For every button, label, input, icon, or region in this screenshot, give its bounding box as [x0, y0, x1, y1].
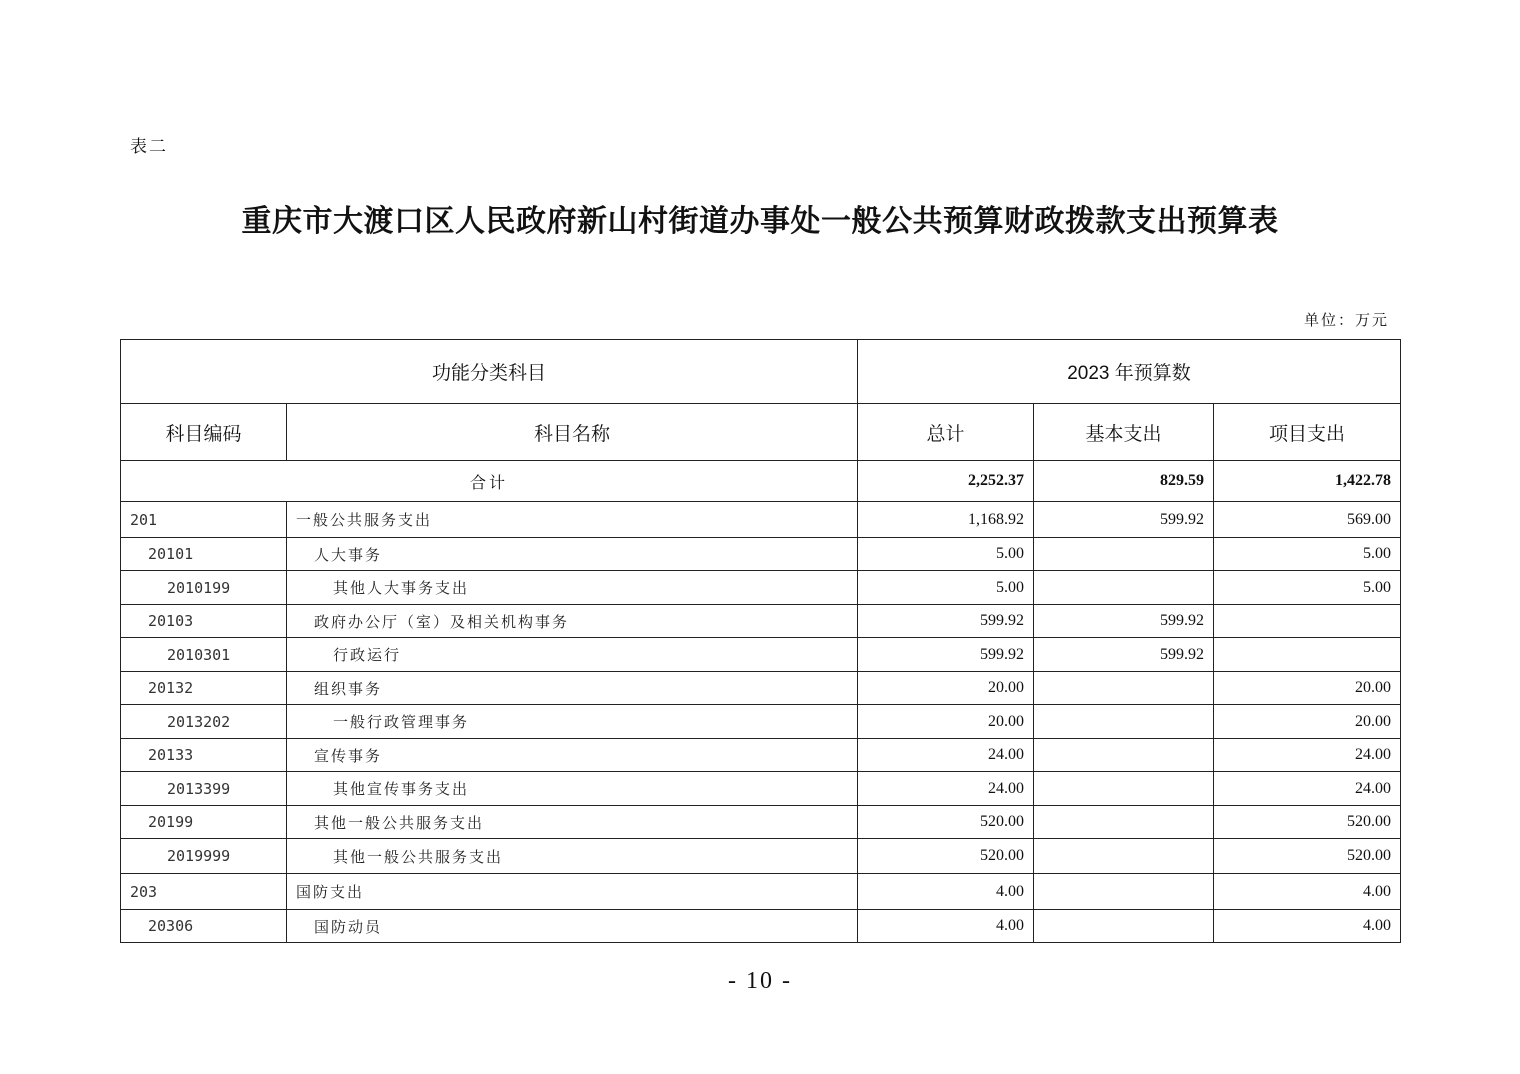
row-basic	[1034, 874, 1214, 910]
row-code: 201	[121, 502, 287, 538]
table-row	[121, 839, 1401, 874]
row-name: 其他一般公共服务支出	[287, 839, 858, 874]
row-name: 其他宣传事务支出	[287, 772, 858, 806]
row-total: 599.92	[858, 638, 1034, 672]
row-project: 24.00	[1214, 772, 1401, 806]
classification-header: 功能分类科目	[121, 340, 858, 404]
row-project: 24.00	[1214, 739, 1401, 772]
row-code: 20101	[121, 538, 287, 571]
table-row	[121, 772, 1401, 806]
row-total: 520.00	[858, 839, 1034, 874]
row-name: 国防支出	[287, 874, 858, 910]
table-row	[121, 571, 1401, 605]
table-row	[121, 806, 1401, 839]
row-project: 569.00	[1214, 502, 1401, 538]
column-header-basic: 基本支出	[1034, 404, 1214, 461]
row-name: 行政运行	[287, 638, 858, 672]
table-row	[121, 638, 1401, 672]
total-label: 合计	[121, 461, 858, 502]
row-basic	[1034, 739, 1214, 772]
row-basic	[1034, 806, 1214, 839]
row-basic	[1034, 772, 1214, 806]
row-name: 组织事务	[287, 672, 858, 705]
row-total: 24.00	[858, 739, 1034, 772]
row-code: 20199	[121, 806, 287, 839]
table-row	[121, 739, 1401, 772]
row-name: 其他一般公共服务支出	[287, 806, 858, 839]
row-code: 2013202	[121, 705, 287, 739]
row-name: 宣传事务	[287, 739, 858, 772]
column-header-project: 项目支出	[1214, 404, 1401, 461]
row-project: 20.00	[1214, 705, 1401, 739]
row-basic	[1034, 672, 1214, 705]
row-code: 20306	[121, 910, 287, 943]
row-project: 5.00	[1214, 571, 1401, 605]
row-code: 2019999	[121, 839, 287, 874]
column-header-total: 总计	[858, 404, 1034, 461]
row-code: 2010301	[121, 638, 287, 672]
row-project: 5.00	[1214, 538, 1401, 571]
row-code: 20132	[121, 672, 287, 705]
budget-table	[120, 339, 1401, 943]
row-total: 599.92	[858, 605, 1034, 638]
column-header-code: 科目编码	[121, 404, 287, 461]
table-row	[121, 874, 1401, 910]
column-header-name: 科目名称	[287, 404, 858, 461]
row-project	[1214, 605, 1401, 638]
budget-table-body	[121, 340, 1401, 943]
row-total: 520.00	[858, 806, 1034, 839]
row-total: 5.00	[858, 571, 1034, 605]
row-project: 4.00	[1214, 910, 1401, 943]
table-row	[121, 910, 1401, 943]
page-number: - 10 -	[728, 968, 792, 994]
row-total: 20.00	[858, 672, 1034, 705]
budget-year-header: 2023 年预算数	[858, 340, 1401, 404]
row-total: 4.00	[858, 874, 1034, 910]
unit-label: 单位：万元	[1303, 311, 1389, 329]
table-row	[121, 672, 1401, 705]
row-total: 4.00	[858, 910, 1034, 943]
row-basic	[1034, 538, 1214, 571]
total-row	[121, 461, 1401, 502]
total-basic-amount: 829.59	[1034, 461, 1214, 502]
total-amount: 2,252.37	[858, 461, 1034, 502]
row-code: 2013399	[121, 772, 287, 806]
row-basic	[1034, 910, 1214, 943]
table-row	[121, 538, 1401, 571]
page-title: 重庆市大渡口区人民政府新山村街道办事处一般公共预算财政拨款支出预算表	[241, 204, 1279, 239]
row-total: 24.00	[858, 772, 1034, 806]
row-project	[1214, 638, 1401, 672]
row-project: 4.00	[1214, 874, 1401, 910]
row-code: 20133	[121, 739, 287, 772]
table-row	[121, 705, 1401, 739]
row-name: 政府办公厅（室）及相关机构事务	[287, 605, 858, 638]
row-basic	[1034, 571, 1214, 605]
row-name: 其他人大事务支出	[287, 571, 858, 605]
row-basic	[1034, 839, 1214, 874]
row-total: 1,168.92	[858, 502, 1034, 538]
table-number-label: 表二	[130, 137, 168, 157]
row-total: 5.00	[858, 538, 1034, 571]
row-basic: 599.92	[1034, 605, 1214, 638]
row-name: 国防动员	[287, 910, 858, 943]
row-name: 一般公共服务支出	[287, 502, 858, 538]
row-project: 520.00	[1214, 806, 1401, 839]
row-name: 人大事务	[287, 538, 858, 571]
total-project-amount: 1,422.78	[1214, 461, 1401, 502]
row-code: 203	[121, 874, 287, 910]
row-basic: 599.92	[1034, 638, 1214, 672]
row-code: 2010199	[121, 571, 287, 605]
row-basic: 599.92	[1034, 502, 1214, 538]
row-code: 20103	[121, 605, 287, 638]
column-header-row	[121, 404, 1401, 461]
row-project: 20.00	[1214, 672, 1401, 705]
row-basic	[1034, 705, 1214, 739]
row-name: 一般行政管理事务	[287, 705, 858, 739]
table-row	[121, 605, 1401, 638]
table-row	[121, 502, 1401, 538]
group-header-row	[121, 340, 1401, 404]
row-total: 20.00	[858, 705, 1034, 739]
row-project: 520.00	[1214, 839, 1401, 874]
